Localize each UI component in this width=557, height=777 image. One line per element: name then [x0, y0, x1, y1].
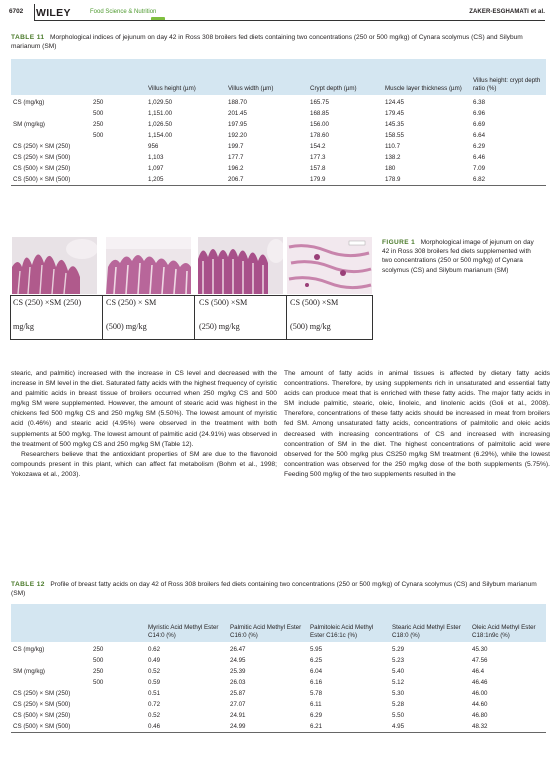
- table-row: [11, 688, 546, 699]
- table-cell: [11, 655, 91, 666]
- table-cell: 1,097: [148, 165, 164, 172]
- table-cell: 201.45: [228, 110, 247, 117]
- table-cell: 45.30: [472, 646, 488, 653]
- table-cell: 138.2: [385, 154, 401, 161]
- panel-label-1-line2: mg/kg: [13, 322, 34, 331]
- table-cell: 5.29: [392, 646, 405, 653]
- table-cell: 158.55: [385, 132, 404, 139]
- table-cell: 5.23: [392, 657, 405, 664]
- table-cell: 1,029.50: [148, 99, 173, 106]
- table-cell: SM (mg/kg): [13, 668, 45, 675]
- table-cell: 6.16: [310, 679, 323, 686]
- panel-label-4-line1: CS (500) ×SM: [290, 298, 339, 307]
- table11-header: Villus height: crypt depth ratio (%): [471, 59, 546, 95]
- table-cell: 6.11: [310, 701, 322, 708]
- table12-header: [91, 604, 146, 642]
- table-cell: 5.40: [392, 668, 405, 675]
- table-cell: 500: [93, 110, 104, 117]
- figure1-caption: FIGURE 1 Morphological image of jejunum on day 42 in Ross 308 broilers fed diets supplemented with two concentrations (250 or 500 mg/kg) of Cynara scolymus (CS) and Silybum marianum (SM): [382, 239, 534, 274]
- table-row: [11, 642, 546, 655]
- table-cell: 5.50: [392, 712, 405, 719]
- table-cell: [11, 130, 91, 141]
- body-left-column: [11, 369, 277, 480]
- table-cell: 5.78: [310, 690, 323, 697]
- histology-photo-3: [198, 237, 283, 294]
- table-cell: 1,103: [148, 154, 164, 161]
- table11-header: [11, 59, 91, 95]
- table12-header: Myristic Acid Methyl Ester C14:0 (%): [146, 604, 228, 642]
- table-cell: 46.46: [472, 679, 488, 686]
- table-cell: 1,151.00: [148, 110, 173, 117]
- table-cell: 165.75: [310, 99, 329, 106]
- table-row: [11, 655, 546, 666]
- table-cell: [91, 141, 146, 152]
- table12-header: [11, 604, 91, 642]
- table-cell: [91, 721, 146, 733]
- table-cell: CS (250) × SM (250): [13, 690, 71, 697]
- table-cell: SM (mg/kg): [13, 121, 45, 128]
- table-cell: 157.8: [310, 165, 326, 172]
- table-cell: 4.95: [390, 721, 470, 733]
- table-cell: 0.52: [148, 712, 161, 719]
- table12-header: Stearic Acid Methyl Ester C18:0 (%): [390, 604, 470, 642]
- table-cell: 47.56: [472, 657, 488, 664]
- table-cell: CS (500) × SM (500): [11, 174, 91, 186]
- table-row: [11, 699, 546, 710]
- table-cell: 44.60: [472, 701, 488, 708]
- table11-header: Muscle layer thickness (µm): [383, 59, 471, 95]
- table-cell: 177.7: [228, 154, 244, 161]
- table-row: [11, 152, 546, 163]
- table-cell: 48.32: [470, 721, 546, 733]
- table-cell: 25.39: [230, 668, 246, 675]
- table-row: [11, 174, 546, 186]
- table-cell: 5.30: [392, 690, 405, 697]
- header-rule: [34, 20, 545, 21]
- table-cell: 6.29: [473, 143, 486, 150]
- table11-header: Crypt depth (µm): [308, 59, 383, 95]
- table-row: [11, 108, 546, 119]
- body-paragraph: The amount of fatty acids in animal tissues is affected by dietary fatty acids concentrations. Therefore, by using supplements rich in unsaturated and essential fatty acids can produce meat that is enriched with these fatty acids. The major fatty acids in SM include palmitic, stearic, oleic, linoleic, and linolenic acids (Goli et al., 2008). Therefore, concentrations of these fatty acids should be increased in meat from broilers fed SM. Among unsaturated fatty acids, concentrations of palmitolic and oleic acids decreased with increasing concentrations of CS and increased with increasing concentration of SM in the diet. The highest concentrations of palmitolic acid were observed for the 500 mg/kg plus CS250 mg/kg SM treatment (6.29%), while the lowest concentration was observed for the 250 mg/kg dose of the both supplements (5.75%). Feeding 500 mg/kg of the two supplements resulted in the: [284, 370, 550, 478]
- table-cell: 124.45: [385, 99, 404, 106]
- table-cell: 6.46: [473, 154, 486, 161]
- table-cell: [11, 677, 91, 688]
- table-cell: [91, 163, 146, 174]
- table-cell: CS (250) × SM (500): [13, 701, 71, 708]
- histology-photo-2: [106, 237, 191, 294]
- table-cell: [91, 710, 146, 721]
- table-cell: CS (500) × SM (500): [11, 721, 91, 733]
- table-cell: 206.7: [226, 174, 308, 186]
- table-cell: [91, 699, 146, 710]
- table-cell: 179.9: [308, 174, 383, 186]
- panel-label-3-line1: CS (500) ×SM: [199, 298, 248, 307]
- table-row: [11, 666, 546, 677]
- table-cell: 178.9: [383, 174, 471, 186]
- body-paragraph: Researchers believe that the antioxidant properties of SM are due to the flavonoid compounds present in this plant, which can affect fat metabolism (Bohm et al., 1998; Yokozawa et al., 2003).: [11, 450, 277, 478]
- table-cell: [91, 174, 146, 186]
- panel-label-4-line2: (500) mg/kg: [290, 322, 331, 331]
- body-right-column: [284, 369, 550, 480]
- table-row: [11, 130, 546, 141]
- table-cell: 6.38: [473, 99, 486, 106]
- table-cell: 46.80: [472, 712, 488, 719]
- table-cell: 5.28: [392, 701, 405, 708]
- table-cell: 46.00: [472, 690, 488, 697]
- table-cell: 46.4: [472, 668, 485, 675]
- table11-caption: TABLE 11 Morphological indices of jejunum on day 42 in Ross 308 broilers fed diets containing two concentrations (250 or 500 mg/kg) of Cynara scolymus (CS) and Silybum marianum (SM): [11, 34, 523, 50]
- table-row: [11, 710, 546, 721]
- table-cell: 6.69: [473, 121, 486, 128]
- header-rule-tick: [34, 4, 35, 20]
- table-cell: 0.72: [148, 701, 161, 708]
- table-cell: CS (mg/kg): [13, 99, 45, 106]
- table-cell: 250: [93, 668, 104, 675]
- table-cell: 6.25: [310, 657, 323, 664]
- table-cell: 6.04: [310, 668, 323, 675]
- table-cell: 24.95: [230, 657, 246, 664]
- table12-header: Oleic Acid Methyl Ester C18:1n9c (%): [470, 604, 546, 642]
- table-cell: 6.64: [473, 132, 486, 139]
- table-cell: 26.47: [230, 646, 246, 653]
- table-row: [11, 163, 546, 174]
- table-cell: CS (250) × SM (250): [13, 143, 71, 150]
- table-cell: 6.21: [308, 721, 390, 733]
- table-cell: 1,154.00: [148, 132, 173, 139]
- table11-header-row: [11, 59, 546, 95]
- table-cell: CS (500) × SM (250): [13, 712, 71, 719]
- histology-photo-1: [12, 237, 97, 294]
- table-row: [11, 721, 546, 733]
- table-cell: 5.12: [392, 679, 405, 686]
- table-cell: 0.62: [148, 646, 161, 653]
- table-cell: 1,026.50: [148, 121, 173, 128]
- journal-name: Food Science & Nutrition: [90, 9, 157, 15]
- table12-caption: TABLE 12 Profile of breast fatty acids on day 42 of Ross 308 broilers fed diets containing two concentrations (250 or 500 mg/kg) of Cynara scolymus (CS) and Silybum marianum (SM): [11, 581, 537, 597]
- table11-header: Villus height (µm): [146, 59, 226, 95]
- table12: [11, 604, 546, 733]
- table12-header: Palmitoleic Acid Methyl Ester C16:1c (%): [308, 604, 390, 642]
- table-cell: CS (mg/kg): [13, 646, 45, 653]
- table-cell: 0.46: [146, 721, 228, 733]
- table-cell: 177.3: [310, 154, 326, 161]
- table-cell: 500: [93, 679, 104, 686]
- panel-label-2-line2: (500) mg/kg: [106, 322, 147, 331]
- table-cell: 156.00: [310, 121, 329, 128]
- table-cell: 250: [93, 646, 104, 653]
- table-cell: 956: [148, 143, 159, 150]
- table-cell: 180: [385, 165, 396, 172]
- table11-header: Villus width (µm): [226, 59, 308, 95]
- table-cell: 0.51: [148, 690, 161, 697]
- table-cell: 24.91: [230, 712, 246, 719]
- table-cell: [91, 152, 146, 163]
- table-cell: 24.99: [228, 721, 308, 733]
- table12-header-row: [11, 604, 546, 642]
- table-cell: 6.29: [310, 712, 323, 719]
- table-cell: 5.95: [310, 646, 323, 653]
- table11: [11, 59, 546, 186]
- table11-header: [91, 59, 146, 95]
- table-cell: 110.7: [385, 143, 401, 150]
- table-cell: 0.49: [148, 657, 161, 664]
- page-number: 6702: [9, 8, 24, 15]
- table-cell: 145.35: [385, 121, 404, 128]
- table-cell: 196.2: [228, 165, 244, 172]
- table-cell: 168.85: [310, 110, 329, 117]
- table-cell: 500: [93, 132, 104, 139]
- histology-photo-4: [287, 237, 372, 294]
- panel-label-1-line1: CS (250) ×SM (250): [13, 298, 82, 307]
- table-cell: 250: [93, 121, 104, 128]
- table-cell: 7.09: [473, 165, 486, 172]
- table-cell: 154.2: [310, 143, 326, 150]
- table-cell: 0.52: [148, 668, 161, 675]
- table-cell: [91, 688, 146, 699]
- table-cell: 179.45: [385, 110, 404, 117]
- table-cell: 27.07: [230, 701, 246, 708]
- table-row: [11, 95, 546, 108]
- table-cell: 188.70: [228, 99, 247, 106]
- table12-header: Palmitic Acid Methyl Ester C16:0 (%): [228, 604, 308, 642]
- table-row: [11, 677, 546, 688]
- table-cell: 178.60: [310, 132, 329, 139]
- table-row: [11, 119, 546, 130]
- running-author: ZAKER-ESGHAMATI et al.: [469, 9, 545, 15]
- table-row: [11, 141, 546, 152]
- table-cell: 6.96: [473, 110, 486, 117]
- publisher-logo: WILEY: [36, 7, 71, 19]
- table-cell: 500: [93, 657, 104, 664]
- table-cell: 25.87: [230, 690, 246, 697]
- body-paragraph: stearic, and palmitic) increased with the increase in CS level and decreased with the increase in SM level in the diet. Saturated fatty acids with the highest frequency of cyristic and palmitic acids in breast tissue of broilers occurred when 250 mg/kg CS and 500 mg/kg SM were supplemented. However, the amount of stearic acid was highest in the chickens fed 500 mg/kg CS and 250 mg/kg SM (5.50%). The lowest amount of myristic acid (0.46%) and stearic acid (4.95%) were observed in the treatment with both supplements at 500 mg/kg. The lowest amount of palmitic acid (24.91%) was observed in the treatment of 500 mg/kg CS and 250 mg/kg SM (Table 12).: [11, 370, 277, 448]
- table-cell: 1,205: [146, 174, 226, 186]
- table-cell: CS (250) × SM (500): [13, 154, 71, 161]
- table-cell: 6.82: [471, 174, 546, 186]
- table-cell: 197.95: [228, 121, 247, 128]
- table-cell: 199.7: [228, 143, 244, 150]
- table-cell: 192.20: [228, 132, 247, 139]
- table-cell: 26.03: [230, 679, 246, 686]
- table-cell: 0.59: [148, 679, 161, 686]
- table-cell: 250: [93, 99, 104, 106]
- panel-label-3-line2: (250) mg/kg: [199, 322, 240, 331]
- table-cell: CS (500) × SM (250): [13, 165, 71, 172]
- table-cell: [11, 108, 91, 119]
- panel-label-2-line1: CS (250) × SM: [106, 298, 157, 307]
